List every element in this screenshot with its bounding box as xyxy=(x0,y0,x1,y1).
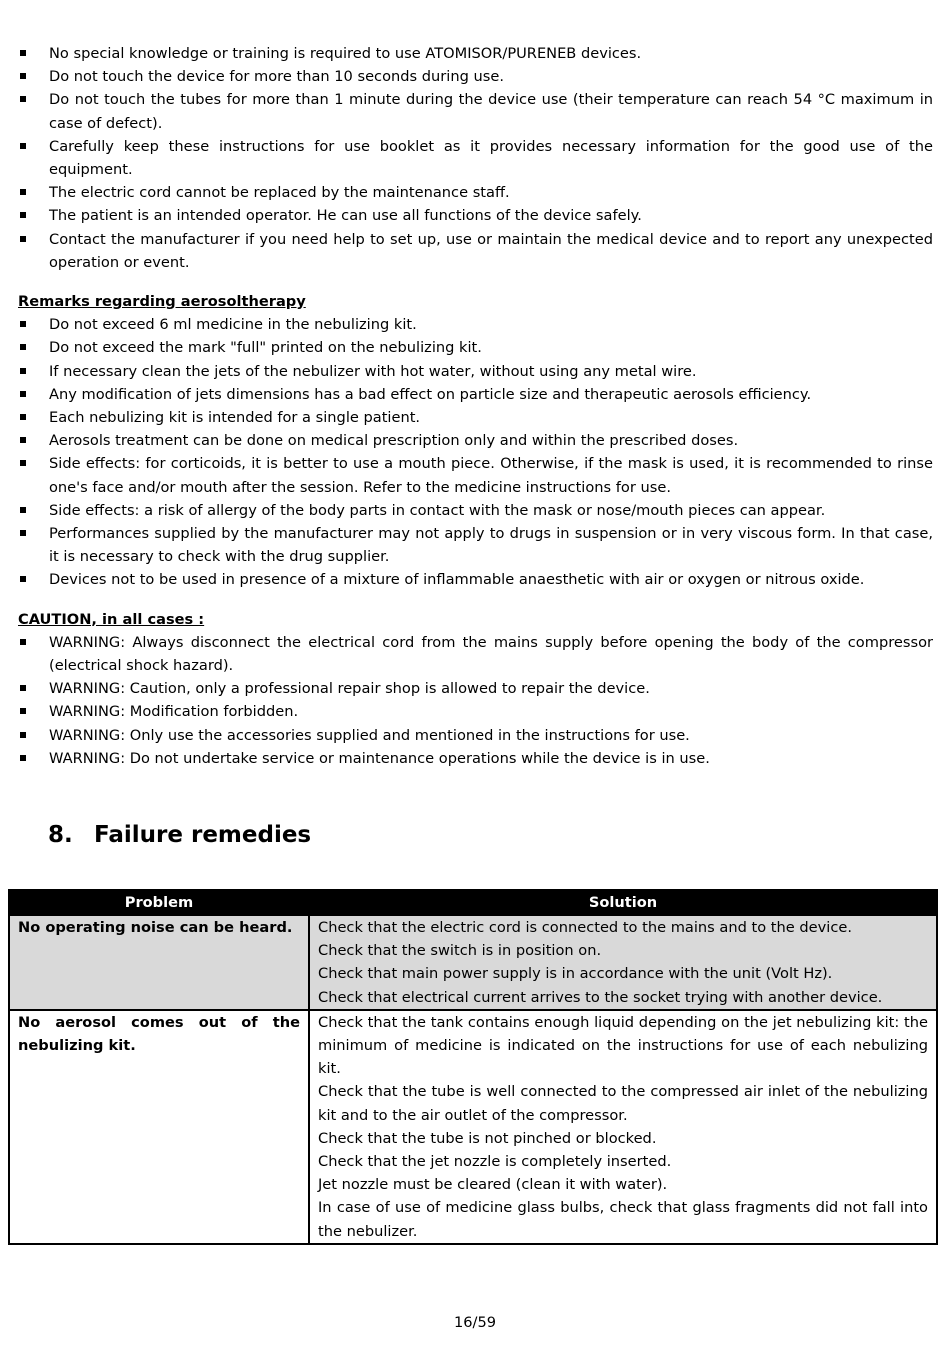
list-item: Do not exceed the mark "full" printed on the nebulizing kit. xyxy=(18,336,933,359)
list-item: Any modification of jets dimensions has a bad effect on particle size and therapeutic aerosols efficiency. xyxy=(18,383,933,406)
intro-bullet-list xyxy=(18,42,933,274)
list-item: Do not touch the tubes for more than 1 minute during the device use (their temperature can reach 54 °C maximum in case of defect). xyxy=(18,88,933,134)
remarks-bullet-list xyxy=(18,313,933,591)
remarks-heading: Remarks regarding aerosoltherapy xyxy=(18,293,306,311)
caution-heading: CAUTION, in all cases : xyxy=(18,610,205,628)
list-item: Performances supplied by the manufacturer may not apply to drugs in suspension or in very viscous form. In that case, it is necessary to check with the drug supplier. xyxy=(18,522,933,568)
caution-bullet-list xyxy=(18,631,933,770)
list-item: WARNING: Caution, only a professional repair shop is allowed to repair the device. xyxy=(18,677,933,700)
solution-line: Check that the switch is in position on. xyxy=(318,942,602,960)
list-item: Do not touch the device for more than 10 seconds during use. xyxy=(18,65,933,88)
document-page xyxy=(18,42,933,1240)
table-row xyxy=(9,915,937,1010)
list-item: No special knowledge or training is required to use ATOMISOR/PURENEB devices. xyxy=(18,42,933,65)
solution-line: Check that the electric cord is connected to the mains and to the device. xyxy=(318,919,852,936)
solution-line: Check that the jet nozzle is completely inserted. xyxy=(318,1153,672,1171)
list-item: Contact the manufacturer if you need help to set up, use or maintain the medical device and to report any unexpected operation or event. xyxy=(18,228,933,274)
failure-remedies-table xyxy=(8,889,938,1245)
list-item: The electric cord cannot be replaced by the maintenance staff. xyxy=(18,181,933,204)
list-item: The patient is an intended operator. He can use all functions of the device safely. xyxy=(18,204,933,227)
solution-line: Jet nozzle must be cleared (clean it with water). xyxy=(318,1176,668,1194)
list-item: Devices not to be used in presence of a mixture of inflammable anaesthetic with air or oxygen or nitrous oxide. xyxy=(18,568,933,591)
list-item: Aerosols treatment can be done on medical prescription only and within the prescribed doses. xyxy=(18,429,933,452)
column-header-solution: Solution xyxy=(309,890,937,915)
list-item: Do not exceed 6 ml medicine in the nebulizing kit. xyxy=(18,313,933,336)
column-header-problem: Problem xyxy=(9,890,309,915)
table-row xyxy=(9,1010,937,1244)
table-header-row xyxy=(9,890,937,915)
list-item: WARNING: Only use the accessories supplied and mentioned in the instructions for use. xyxy=(18,724,933,747)
solution-line: Check that the tank contains enough liquid depending on the jet nebulizing kit: the minimum of medicine is indicated on the instructions for use of each nebulizing kit. xyxy=(318,1013,928,1078)
solution-line: In case of use of medicine glass bulbs, check that glass fragments did not fall into the nebulizer. xyxy=(318,1199,928,1240)
list-item: Side effects: for corticoids, it is better to use a mouth piece. Otherwise, if the mask is used, it is recommended to rinse one's face and/or mouth after the session. Refer to the medicine instructions for use. xyxy=(18,452,933,498)
solution-cell xyxy=(309,1010,937,1244)
section-number: 8. xyxy=(48,822,73,848)
solution-line: Check that the tube is not pinched or blocked. xyxy=(318,1129,657,1147)
solution-line: Check that the tube is well connected to the compressed air inlet of the nebulizing kit and to the air outlet of the compressor. xyxy=(318,1083,928,1124)
problem-cell: No operating noise can be heard. xyxy=(9,915,309,1010)
list-item: WARNING: Modification forbidden. xyxy=(18,700,933,723)
solution-cell xyxy=(309,915,937,1010)
problem-cell: No aerosol comes out of the nebulizing kit. xyxy=(9,1010,309,1244)
section-title: Failure remedies xyxy=(94,822,312,848)
solution-line: Check that electrical current arrives to the socket trying with another device. xyxy=(318,988,883,1006)
page-number: 16/59 xyxy=(453,1314,497,1331)
spacer xyxy=(18,274,933,290)
list-item: WARNING: Do not undertake service or maintenance operations while the device is in use. xyxy=(18,747,933,770)
solution-line: Check that main power supply is in accordance with the unit (Volt Hz). xyxy=(318,965,833,983)
list-item: WARNING: Always disconnect the electrical cord from the mains supply before opening the body of the compressor (electrical shock hazard). xyxy=(18,631,933,677)
list-item: If necessary clean the jets of the nebulizer with hot water, without using any metal wire. xyxy=(18,360,933,383)
spacer xyxy=(18,592,933,608)
list-item: Each nebulizing kit is intended for a single patient. xyxy=(18,406,933,429)
list-item: Carefully keep these instructions for use booklet as it provides necessary information for the good use of the equipment. xyxy=(18,135,933,181)
list-item: Side effects: a risk of allergy of the body parts in contact with the mask or nose/mouth pieces can appear. xyxy=(18,499,933,522)
section-heading xyxy=(48,820,311,850)
